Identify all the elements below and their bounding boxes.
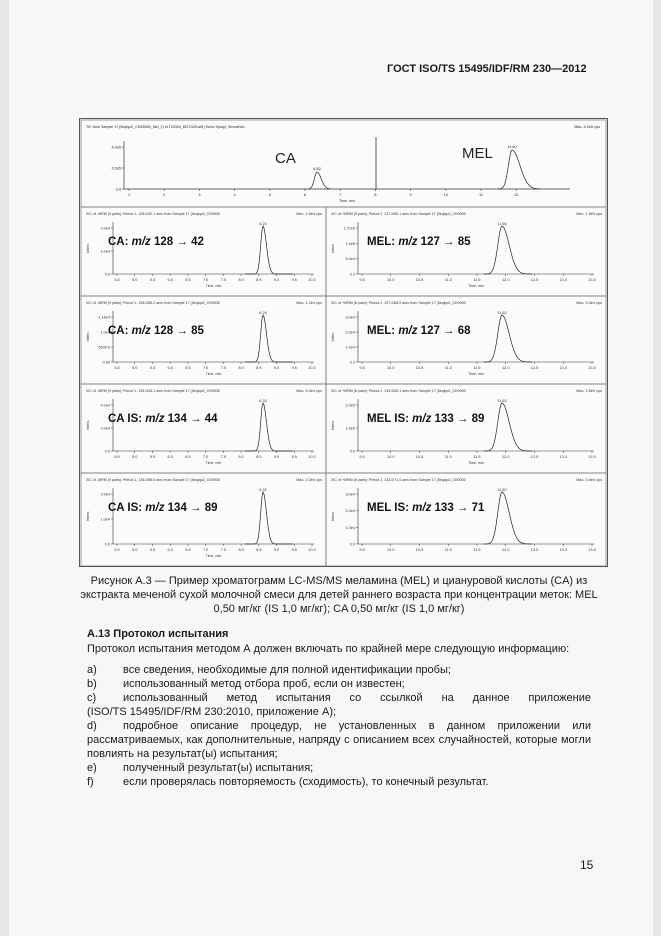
panel-x-tick-label: 5.5: [114, 278, 120, 282]
panel-title: XIC of +MRM (8 pairs): Period 2, 127.0/85.1 amu from Sample 17 (5eqlqo2_CK9006: [331, 212, 466, 216]
ion-label-transition: 134 → 89: [164, 502, 218, 514]
ion-label-mz: m/z: [412, 502, 432, 514]
list-item-text: использованный метод отбора проб, если он известен;: [123, 678, 405, 690]
panel-border: [81, 296, 326, 384]
panel-title: XIC of +MRM (8 pairs): Period 2, 127.0/68.0 amu from Sample 17 (5eqlqo2_CK9006: [331, 301, 466, 305]
panel-y-tick-label: 2.0e4: [100, 492, 110, 497]
chromatogram-panel: [326, 207, 606, 296]
panel-border: [81, 473, 326, 566]
panel-x-tick-label: 12.0: [502, 548, 510, 552]
panel-ion-label: [108, 413, 218, 425]
panel-y-tick-label: 1.0e5: [345, 241, 355, 246]
panel-x-tick-label: 10.0: [308, 278, 316, 282]
panel-y-tick-label: 1.0e4: [100, 249, 110, 254]
ion-label-transition: 127 → 68: [417, 325, 471, 337]
panel-x-tick-label: 13.0: [559, 548, 567, 552]
panel-max: Max. 1.2e4 cps: [296, 301, 322, 305]
panel-y-tick-label: 1.0e4: [345, 525, 355, 530]
tic-x-tick-label: 4: [233, 193, 236, 197]
panel-title: XIC of -MRM (9 pairs): Period 1, 128.0/85.2 amu from Sample 17 (5eqlqo2_CK9006: [86, 301, 220, 305]
panel-peak-label: 6.32: [259, 488, 267, 492]
tic-y-tick-label: 2.0e5: [111, 166, 121, 171]
panel-x-tick-label: 5.5: [149, 278, 156, 282]
panel-y-tick-label: 0.0: [349, 542, 355, 547]
panel-x-axis-label: Time, min: [205, 284, 222, 288]
panel-peak-label: 11.63: [497, 399, 507, 403]
panel-title: XIC of -MRM (9 pairs): Period 1, 128.0/42.1 amu from Sample 17 (5eqlqo2_CK9006: [86, 212, 220, 216]
panel-x-tick-label: 13.5: [588, 366, 596, 370]
panel-x-tick-label: 12.0: [502, 455, 510, 459]
panel-peak-trace: [245, 226, 293, 274]
panel-title: XIC of +MRM (8 pairs): Period 2, 133.0/71.0 amu from Sample 17 (5eqlqo2_CK9006: [331, 478, 466, 482]
panel-x-tick-label: 6.5: [185, 548, 191, 552]
panel-ion-label: [108, 325, 204, 337]
ion-label-transition: 133 → 71: [431, 502, 485, 514]
tic-peak-mel-label: 11.60: [507, 145, 517, 149]
panel-y-tick-label: 2.0e4: [345, 509, 355, 514]
panel-x-tick-label: 10.0: [387, 548, 395, 552]
chromatogram-panel: [81, 473, 326, 566]
list-item-letter: f): [87, 776, 94, 788]
panel-y-tick-label: 2.0e4: [100, 426, 110, 431]
panel-x-tick-label: 7.0: [202, 455, 209, 459]
ion-label-name: MEL IS:: [367, 413, 413, 425]
panel-y-axis-label: Inten.: [330, 331, 335, 342]
caption-line-1: Рисунок А.3 — Пример хроматограмм LC-MS/MS меламина (MEL) и циануровой кислоты (CA) из: [90, 575, 588, 587]
panel-y-tick-label: 0.0: [104, 272, 110, 277]
tic-y-tick-label: 4.0e5: [111, 145, 121, 150]
panel-y-tick-label: 3.0e4: [345, 492, 355, 497]
tic-peak-ca-label: 6.82: [313, 167, 321, 171]
panel-border: [326, 473, 606, 566]
panel-x-tick-label: 13.5: [588, 548, 596, 552]
panel-x-tick-label: 10.5: [415, 455, 424, 459]
panel-ion-label: [367, 502, 485, 514]
tic-peak-ca: [308, 172, 330, 189]
panel-peak-label: 6.24: [259, 311, 267, 315]
panel-max: Max. 1.5e5 cps: [576, 212, 602, 216]
tic-label-ca: CA: [275, 150, 296, 167]
panel-x-tick-label: 9.5: [359, 548, 365, 552]
list-item-f: [87, 775, 591, 789]
panel-x-tick-label: 5.5: [149, 548, 156, 552]
list-item-text: если проверялась повторяемость (сходимость), то конечный результат.: [123, 776, 489, 788]
panel-y-axis-label: Inten.: [85, 510, 90, 522]
panel-y-tick-label: 2.0e5: [345, 403, 355, 408]
panel-x-tick-label: 10.5: [415, 548, 424, 552]
tic-x-tick-label: 11: [479, 193, 483, 197]
panel-x-tick-label: 13.0: [559, 455, 567, 459]
ion-label-name: MEL IS:: [367, 502, 413, 514]
ion-label-name: MEL:: [367, 325, 399, 337]
panel-x-axis-label: Time, min: [205, 461, 222, 465]
list-item-text: все сведения, необходимые для полной идентификации пробы;: [123, 664, 451, 676]
panel-peak-label: 11.56: [497, 222, 507, 226]
panel-x-tick-label: 11.5: [473, 548, 481, 552]
panel-peak-label: 6.33: [259, 399, 267, 403]
tic-peak-mel: [498, 150, 540, 189]
ion-label-mz: m/z: [145, 502, 165, 514]
panel-x-tick-label: 9.5: [291, 548, 297, 552]
panel-x-tick-label: 5.5: [114, 548, 120, 552]
tic-x-tick-label: 5: [268, 193, 271, 197]
panel-x-tick-label: 7.0: [202, 366, 209, 370]
panel-y-axis-label: Inten.: [330, 419, 335, 431]
panel-x-tick-label: 11.0: [444, 548, 452, 552]
section-title: А.13 Протокол испытания: [87, 628, 229, 640]
panel-x-tick-label: 5.5: [114, 455, 120, 459]
panel-y-axis-label: Inten.: [330, 242, 335, 254]
tic-x-tick-label: 10: [443, 193, 448, 197]
panel-border: [81, 207, 326, 296]
panel-x-tick-label: 11.0: [444, 366, 452, 370]
panel-x-axis-label: Time, min: [468, 461, 484, 465]
panel-x-tick-label: 8.5: [256, 366, 262, 370]
panel-y-tick-label: 1.0e4: [100, 330, 110, 335]
section-intro: Протокол испытания методом А должен включать по крайней мере следующую информацию:: [87, 643, 570, 655]
ion-label-mz: m/z: [131, 236, 151, 248]
panel-x-tick-label: 11.5: [473, 366, 481, 370]
panel-x-tick-label: 8.0: [238, 455, 244, 459]
list-item-letter: c): [87, 692, 97, 704]
tic-panel-title: TIC from Sample 17 (5eqlqo2_CK9006N_5s0_1) of 120304_8571328.wiff (Turbo Spray), Smoothed: [86, 125, 245, 129]
panel-x-tick-label: 10.5: [415, 366, 424, 370]
panel-ion-label: [108, 502, 218, 514]
panel-x-tick-label: 8.0: [238, 366, 244, 370]
panel-x-tick-label: 6.5: [185, 366, 191, 370]
panel-x-tick-label: 7.5: [220, 278, 227, 282]
panel-x-tick-label: 11.0: [444, 455, 452, 459]
panel-x-tick-label: 10.5: [415, 278, 424, 282]
ion-label-transition: 134 → 44: [164, 413, 218, 425]
panel-y-tick-label: 5.0e4: [345, 257, 355, 262]
panel-x-tick-label: 11.0: [444, 278, 452, 282]
ion-label-transition: 128 → 85: [150, 325, 204, 337]
list-item-text: использованный метод испытания со ссылкой на данное приложение: [123, 692, 591, 704]
ion-label-mz: m/z: [412, 413, 432, 425]
panel-border: [326, 207, 606, 296]
list-item-continuation: рассматриваемых, как дополнительные, напряду с описанием всех случайностей, которые могли повлиять на результат(ы) испытания;: [87, 734, 591, 760]
panel-x-tick-label: 9.0: [273, 278, 280, 282]
panel-peak-trace: [484, 403, 532, 451]
panel-x-tick-label: 5.0: [132, 278, 138, 282]
panel-max: Max. 2.6e5 cps: [576, 389, 602, 393]
caption-line-3: 0,50 мг/кг (IS 1,0 мг/кг); CA 0,50 мг/кг (IS 1,0 мг/кг): [213, 603, 465, 615]
panel-x-tick-label: 8.0: [238, 548, 244, 552]
panel-border: [326, 296, 606, 384]
ion-label-mz: m/z: [398, 325, 418, 337]
panel-x-tick-label: 7.5: [220, 548, 227, 552]
tic-x-tick-label: 9: [409, 193, 412, 197]
panel-x-tick-label: 12.5: [530, 455, 539, 459]
list-item-text: подробное описание процедур, не установленных в данном приложении или: [123, 720, 591, 732]
tic-x-tick-label: 1: [127, 193, 131, 197]
list-item-c: [87, 691, 591, 719]
tic-x-tick-label: 6: [303, 193, 307, 197]
chromatogram-panel: [81, 384, 326, 473]
list-item-letter: b): [87, 678, 97, 690]
list-item-continuation: (ISO/TS 15495/IDF/RM 230:2010, приложение А);: [87, 706, 337, 718]
panel-ion-label: [108, 236, 204, 248]
panel-x-tick-label: 12.5: [530, 366, 539, 370]
panel-x-tick-label: 11.5: [473, 455, 481, 459]
panel-border: [81, 384, 326, 473]
panel-x-tick-label: 12.5: [530, 548, 539, 552]
panel-y-tick-label: 1.0e4: [345, 345, 355, 350]
panel-peak-trace: [484, 492, 532, 544]
panel-x-tick-label: 10.0: [308, 455, 316, 459]
tic-x-tick-label: 12: [514, 193, 519, 197]
ion-label-name: MEL:: [367, 236, 399, 248]
panel-y-tick-label: 2.0e4: [345, 330, 355, 335]
panel-title: XIC of +MRM (8 pairs): Period 2, 133.0/89.1 amu from Sample 17 (5eqlqo2_CK9006: [331, 389, 466, 393]
tic-x-axis-label: Time, min: [339, 199, 355, 203]
panel-x-tick-label: 8.5: [256, 548, 262, 552]
ion-label-mz: m/z: [398, 236, 418, 248]
panel-y-tick-label: 0.0: [104, 449, 110, 454]
panel-y-tick-label: 5000.0: [98, 345, 110, 350]
panel-peak-label: 6.24: [259, 222, 267, 226]
panel-x-tick-label: 6.0: [167, 548, 173, 552]
panel-x-tick-label: 13.5: [588, 278, 596, 282]
panel-peak-trace: [484, 315, 532, 362]
panel-x-tick-label: 9.5: [359, 455, 365, 459]
panel-x-tick-label: 6.0: [167, 278, 173, 282]
panel-x-tick-label: 9.5: [359, 278, 365, 282]
panel-y-tick-label: 0.0: [349, 360, 355, 365]
panel-y-tick-label: 2.0e4: [100, 226, 110, 231]
panel-x-tick-label: 10.0: [308, 366, 316, 370]
panel-x-tick-label: 6.5: [185, 278, 191, 282]
list-item-b: [87, 677, 591, 691]
chromatogram-svg: [80, 119, 607, 566]
panel-border: [326, 384, 606, 473]
panel-x-tick-label: 9.5: [291, 366, 297, 370]
panel-x-tick-label: 9.5: [291, 278, 297, 282]
panel-y-tick-label: 0.00: [102, 360, 110, 365]
panel-x-tick-label: 6.5: [185, 455, 191, 459]
list-item-letter: a): [87, 664, 97, 676]
panel-y-tick-label: 0.0: [349, 449, 355, 454]
panel-ion-label: [367, 325, 471, 337]
list-item-letter: e): [87, 762, 97, 774]
ion-label-mz: m/z: [131, 325, 151, 337]
panel-y-tick-label: 1.0e4: [100, 517, 110, 522]
panel-x-tick-label: 10.0: [308, 548, 316, 552]
chromatogram-panel: [326, 296, 606, 384]
page-number: 15: [580, 858, 594, 872]
panel-x-tick-label: 9.5: [359, 366, 365, 370]
tic-x-tick-label: 8: [374, 193, 377, 197]
panel-max: Max. 3.6e4 cps: [576, 478, 602, 482]
panel-x-tick-label: 9.0: [273, 366, 280, 370]
tic-label-mel: MEL: [462, 145, 493, 162]
panel-y-axis-label: Inten.: [85, 331, 90, 342]
panel-x-tick-label: 12.0: [502, 366, 510, 370]
list-item-e: [87, 761, 591, 775]
panel-x-tick-label: 5.5: [149, 455, 156, 459]
panel-x-axis-label: Time, min: [205, 554, 222, 558]
panel-x-tick-label: 5.0: [132, 548, 138, 552]
panel-max: Max. 2.5e4 cps: [296, 212, 322, 216]
tic-x-tick-label: 3: [198, 193, 201, 197]
panel-x-tick-label: 6.0: [167, 455, 173, 459]
panel-peak-trace: [245, 403, 293, 451]
document-header: ГОСТ ISO/TS 15495/IDF/RM 230—2012: [387, 63, 587, 75]
caption-line-2: экстракта меченой сухой молочной смеси для детей раннего возраста при концентрации меток: MEL: [80, 589, 598, 601]
panel-max: Max. 5.0e4 cps: [296, 389, 322, 393]
panel-x-tick-label: 11.5: [473, 278, 481, 282]
ion-label-name: CA:: [108, 325, 132, 337]
panel-y-tick-label: 1.16e4: [98, 315, 110, 320]
panel-x-tick-label: 12.0: [502, 278, 510, 282]
tic-panel-max: Max. 4.1e5 cps: [574, 125, 600, 129]
chromatogram-panel: [326, 473, 606, 566]
tic-panel-border: [81, 120, 606, 207]
panel-x-tick-label: 9.0: [273, 455, 280, 459]
panel-y-axis-label: Inten.: [330, 510, 335, 522]
panel-x-tick-label: 10.0: [387, 366, 395, 370]
panel-title: XIC of -MRM (9 pairs): Period 1, 134.0/44.1 amu from Sample 17 (5eqlqo2_CK9006: [86, 389, 220, 393]
list-item-d: [87, 719, 591, 761]
chromatogram-figure: [79, 118, 608, 567]
panel-ion-label: [367, 236, 471, 248]
ion-label-transition: 128 → 42: [150, 236, 204, 248]
panel-max: Max. 3.3e4 cps: [576, 301, 602, 305]
panel-y-tick-label: 1.27e5: [343, 226, 355, 231]
panel-max: Max. 2.2e4 cps: [296, 478, 322, 482]
tic-x-tick-label: 7: [339, 193, 342, 197]
list-item-a: [87, 663, 591, 677]
panel-x-axis-label: Time, min: [205, 372, 222, 376]
ion-label-name: CA IS:: [108, 413, 146, 425]
tic-y-tick-label: 0.0: [115, 187, 121, 192]
ion-label-name: CA:: [108, 236, 132, 248]
panel-x-tick-label: 6.0: [167, 366, 173, 370]
ion-label-transition: 133 → 89: [431, 413, 485, 425]
panel-x-tick-label: 7.5: [220, 366, 227, 370]
panel-x-tick-label: 12.5: [530, 278, 539, 282]
panel-y-tick-label: 3.0e4: [345, 315, 355, 320]
panel-x-tick-label: 5.0: [132, 455, 138, 459]
ion-label-mz: m/z: [145, 413, 165, 425]
panel-peak-trace: [245, 492, 293, 544]
panel-x-tick-label: 10.0: [387, 278, 395, 282]
panel-peak-trace: [484, 226, 532, 274]
panel-x-tick-label: 7.0: [202, 278, 209, 282]
panel-x-tick-label: 7.5: [220, 455, 227, 459]
panel-x-tick-label: 8.5: [256, 278, 262, 282]
panel-x-tick-label: 5.5: [149, 366, 156, 370]
panel-x-tick-label: 5.0: [132, 366, 138, 370]
panel-y-tick-label: 0.0: [349, 272, 355, 277]
panel-y-axis-label: Inten.: [85, 419, 90, 431]
panel-peak-label: 11.60: [497, 488, 507, 492]
panel-x-tick-label: 13.0: [559, 278, 567, 282]
panel-x-axis-label: Time, min: [468, 284, 484, 288]
chromatogram-panel: [81, 207, 326, 296]
panel-peak-label: 11.62: [497, 311, 507, 315]
list-item-letter: d): [87, 720, 97, 732]
figure-caption: [57, 574, 621, 616]
panel-x-tick-label: 5.5: [114, 366, 120, 370]
panel-y-tick-label: 1.0e5: [345, 426, 355, 431]
panel-y-tick-label: 0.0: [104, 542, 110, 547]
panel-x-tick-label: 9.0: [273, 548, 280, 552]
ion-label-transition: 127 → 85: [417, 236, 471, 248]
panel-x-tick-label: 8.5: [256, 455, 262, 459]
panel-y-tick-label: 4.0e4: [100, 403, 110, 408]
panel-y-axis-label: Inten.: [85, 242, 90, 254]
panel-x-axis-label: Time, min: [468, 372, 484, 376]
panel-peak-trace: [245, 315, 293, 362]
panel-ion-label: [367, 413, 484, 425]
list-item-text: полученный результат(ы) испытания;: [123, 762, 314, 774]
panel-title: XIC of -MRM (9 pairs): Period 1, 134.0/89.0 amu from Sample 17 (5eqlqo2_CK9006: [86, 478, 220, 482]
panel-x-tick-label: 13.0: [559, 366, 567, 370]
panel-x-tick-label: 8.0: [238, 278, 244, 282]
chromatogram-panel: [326, 384, 606, 473]
document-page: [9, 0, 653, 936]
panel-x-tick-label: 9.5: [291, 455, 297, 459]
tic-x-tick-label: 2: [163, 193, 166, 197]
ion-label-name: CA IS:: [108, 502, 146, 514]
panel-x-tick-label: 7.0: [202, 548, 209, 552]
panel-x-tick-label: 13.5: [588, 455, 596, 459]
panel-x-tick-label: 10.0: [387, 455, 395, 459]
chromatogram-panel: [81, 296, 326, 384]
